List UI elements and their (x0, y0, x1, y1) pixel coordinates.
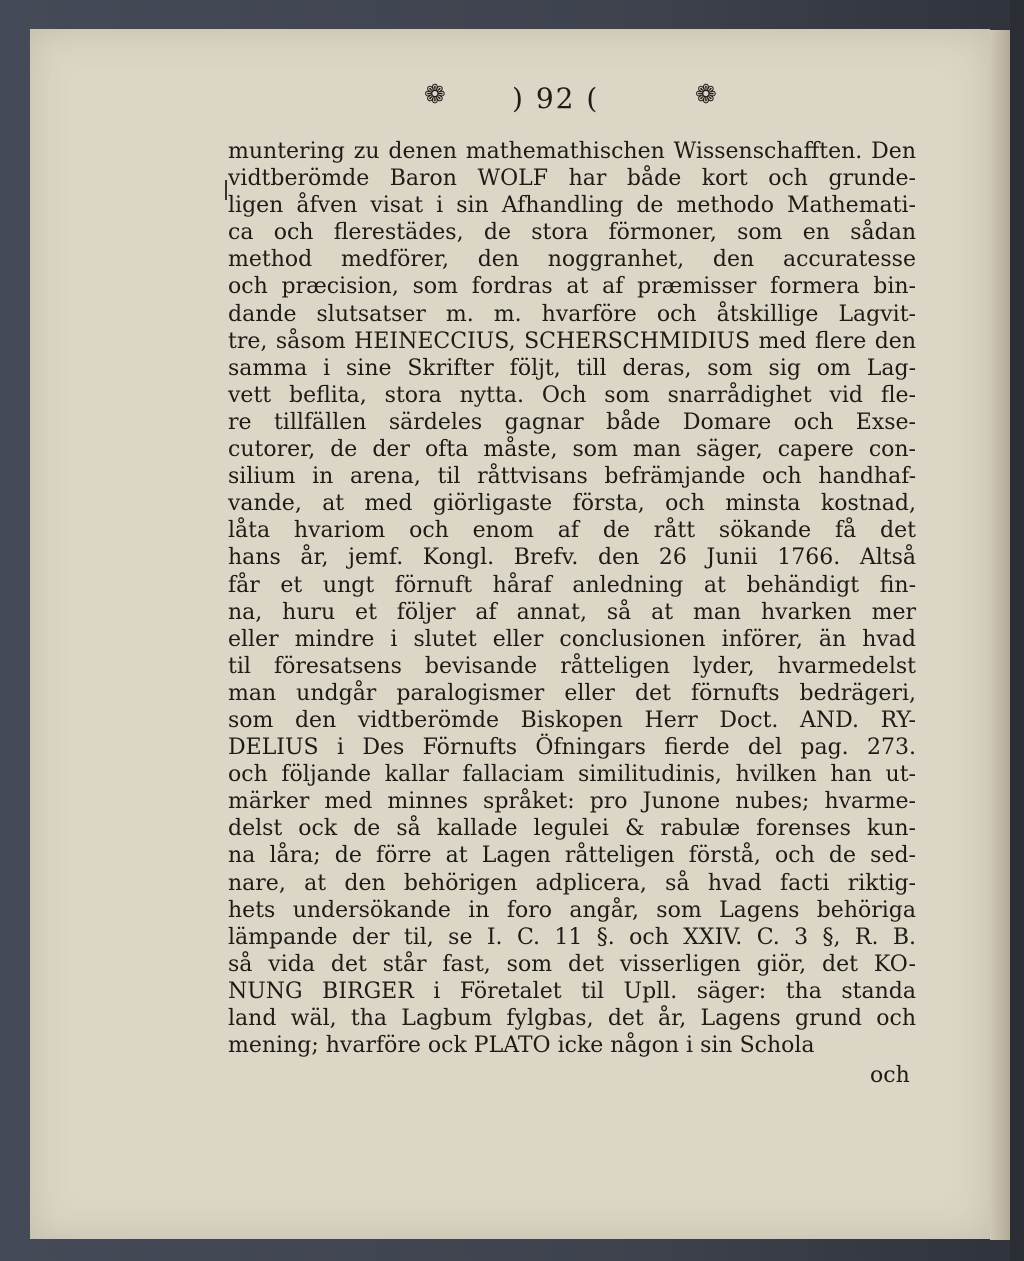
text-line: land wäl, tha Lagbum fylgbas, det år, Lagens grund och (228, 1006, 916, 1031)
text-line: hans år, jemf. Kongl. Brefv. den 26 Junii 1766. Altså (228, 545, 916, 571)
text-line: vidtberömde Baron WOLF har både kort och grunde- (228, 166, 916, 192)
text-line: hets undersökande in foro angår, som Lagens behöriga (228, 897, 916, 923)
text-line: lämpande der til, se I. C. 11 §. och XXIV. C. 3 §, R. B. (228, 924, 916, 950)
text-line: ligen åfven visat i sin Afhandling de methodo Mathemati- (228, 193, 916, 219)
text-line: method medförer, den noggranhet, den accuratesse (228, 247, 916, 273)
text-line: dande slutsatser m. m. hvarföre och åtskillige Lagvit- (228, 301, 916, 327)
text-line: eller mindre i slutet eller conclusionen införer, än hvad (228, 626, 916, 652)
book-spine-shadow (1010, 0, 1024, 1261)
text-line: ca och flerestädes, de stora förmoner, som en sådan (228, 220, 916, 246)
text-line: til föresatsens bevisande råtteligen lyder, hvarmedelst (228, 653, 916, 679)
page-number: ) 92 ( (512, 82, 600, 115)
text-line: låta hvariom och enom af de rått sökande få det (228, 518, 916, 544)
text-line: som den vidtberömde Biskopen Herr Doct. AND. RY- (228, 707, 916, 733)
text-line: delst ock de så kallade legulei & rabulæ forenses kun- (228, 816, 916, 842)
text-line: så vida det står fast, som det visserligen giör, det KO- (228, 951, 916, 977)
catchword: och (870, 1063, 910, 1088)
text-line: vande, at med giörligaste första, och minsta kostnad, (228, 491, 916, 517)
text-line: na låra; de förre at Lagen råtteligen förstå, och de sed- (228, 843, 916, 869)
text-line: och följande kallar fallaciam similitudinis, hvilken han ut- (228, 762, 916, 788)
margin-mark (225, 180, 227, 200)
text-line: nare, at den behörigen adplicera, så hvad facti riktig- (228, 870, 916, 896)
text-line: silium in arena, til råttvisans befrämjande och handhaf- (228, 464, 916, 490)
text-line: och præcision, som fordras at af præmisser formera bin- (228, 274, 916, 300)
text-line: vett beflita, stora nytta. Och som snarrådighet vid fle- (228, 382, 916, 408)
text-line: tre, såsom HEINECCIUS, SCHERSCHMIDIUS med flere den (228, 328, 916, 354)
text-line: NUNG BIRGER i Företalet til Upll. säger: tha standa (228, 978, 916, 1004)
text-line: märker med minnes språket: pro Junone nubes; hvarme- (228, 789, 916, 815)
text-line: samma i sine Skrifter följt, till deras, som sig om Lag- (228, 355, 916, 381)
text-line: DELIUS i Des Förnufts Öfningars fierde del pag. 273. (228, 735, 916, 761)
text-line: mening; hvarföre ock PLATO icke någon i sin Schola (228, 1033, 815, 1059)
ornament-left-icon: ❁ (424, 80, 446, 110)
text-line: man undgår paralogismer eller det förnufts bedrägeri, (228, 680, 916, 706)
page-header (0, 76, 1024, 116)
text-line: muntering zu denen mathemathischen Wissenschafften. Den (228, 139, 916, 164)
text-line: na, huru et följer af annat, så at man hvarken mer (228, 599, 916, 625)
text-line: re tillfällen särdeles gagnar både Domare och Exse- (228, 409, 916, 435)
body-text (228, 138, 916, 1059)
text-line: cutorer, de der ofta måste, som man säger, capere con- (228, 437, 916, 463)
text-line: får et ungt förnuft håraf anledning at behändigt fin- (228, 572, 916, 598)
ornament-right-icon: ❁ (695, 80, 717, 110)
